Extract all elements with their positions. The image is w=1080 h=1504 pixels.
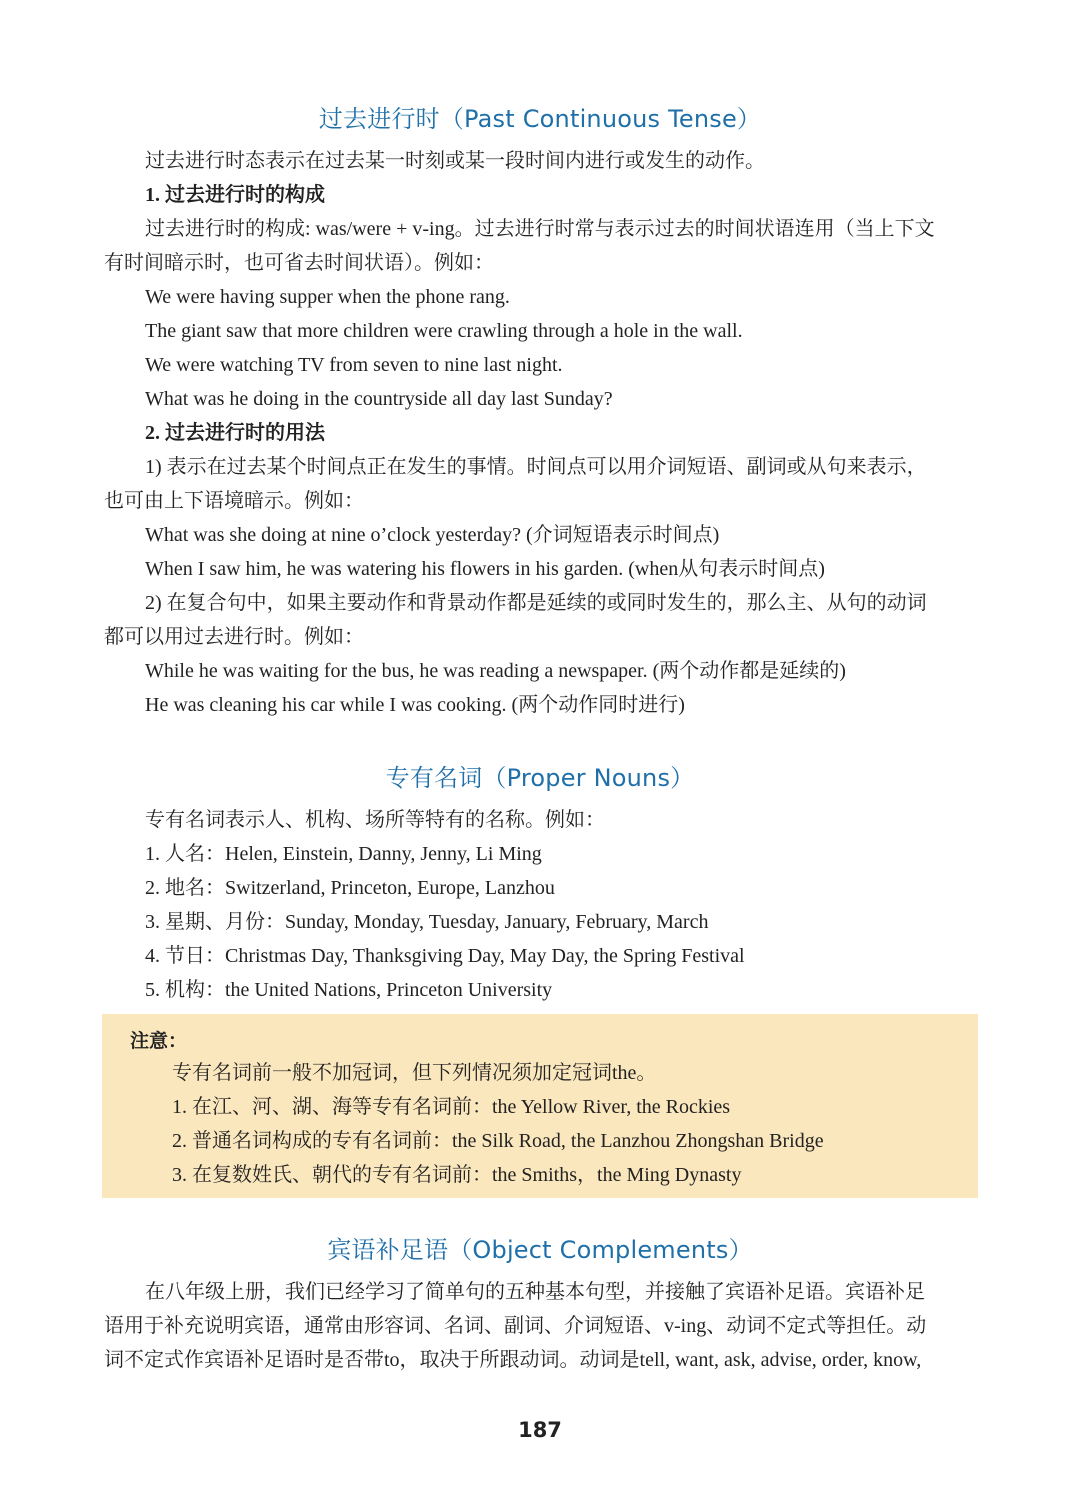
list-item: 2. 地名：Switzerland, Princeton, Europe, Lanzhou <box>145 877 555 899</box>
note-line: 专有名词前一般不加冠词，但下列情况须加定冠词the。 <box>172 1062 657 1084</box>
section-heading-proper-nouns: 专有名词（Proper Nouns） <box>385 764 695 792</box>
paragraph-line: 过去进行时态表示在过去某一时刻或某一段时间内进行或发生的动作。 <box>145 150 765 172</box>
subsection-title: 1. 过去进行时的构成 <box>145 184 325 206</box>
paragraph-line: 2) 在复合句中，如果主要动作和背景动作都是延续的或同时发生的，那么主、从句的动词 <box>145 592 927 614</box>
list-item: 4. 节日：Christmas Day, Thanksgiving Day, May Day, the Spring Festival <box>145 945 745 967</box>
example-sentence: What was she doing at nine o’clock yesterday? (介词短语表示时间点) <box>145 524 720 546</box>
example-sentence: He was cleaning his car while I was cooking. (两个动作同时进行) <box>145 694 685 716</box>
example-sentence: We were watching TV from seven to nine last night. <box>145 354 563 376</box>
paragraph-line: 都可以用过去进行时。例如： <box>104 626 364 648</box>
list-item: 5. 机构：the United Nations, Princeton University <box>145 979 553 1001</box>
section-heading-object-complements: 宾语补足语（Object Complements） <box>327 1236 753 1264</box>
note-item: 1. 在江、河、湖、海等专有名词前：the Yellow River, the Rockies <box>172 1096 731 1118</box>
list-item: 1. 人名：Helen, Einstein, Danny, Jenny, Li Ming <box>145 843 542 865</box>
example-sentence: When I saw him, he was watering his flowers in his garden. (when从句表示时间点) <box>145 558 825 580</box>
note-item: 2. 普通名词构成的专有名词前：the Silk Road, the Lanzhou Zhongshan Bridge <box>172 1130 824 1152</box>
paragraph-line: 1) 表示在过去某个时间点正在发生的事情。时间点可以用介词短语、副词或从句来表示， <box>145 456 927 478</box>
note-item: 3. 在复数姓氏、朝代的专有名词前：the Smiths，the Ming Dynasty <box>172 1164 742 1186</box>
example-sentence: We were having supper when the phone rang. <box>145 286 510 308</box>
example-sentence: What was he doing in the countryside all day last Sunday? <box>145 388 613 410</box>
paragraph-line: 过去进行时的构成: was/were + v-ing。过去进行时常与表示过去的时间状语连用（当上下文 <box>145 218 935 240</box>
paragraph-line: 在八年级上册，我们已经学习了简单句的五种基本句型，并接触了宾语补足语。宾语补足 <box>145 1281 925 1303</box>
example-sentence: The giant saw that more children were crawling through a hole in the wall. <box>145 320 743 342</box>
section-heading-past-continuous: 过去进行时（Past Continuous Tense） <box>318 105 762 133</box>
example-sentence: While he was waiting for the bus, he was reading a newspaper. (两个动作都是延续的) <box>145 660 846 682</box>
paragraph-line: 也可由上下语境暗示。例如： <box>104 490 364 512</box>
page-number: 187 <box>518 1418 562 1442</box>
paragraph-line: 词不定式作宾语补足语时是否带to，取决于所跟动词。动词是tell, want, ask, advise, order, know, <box>104 1349 922 1371</box>
note-title: 注意： <box>130 1030 188 1052</box>
paragraph-line: 语用于补充说明宾语，通常由形容词、名词、副词、介词短语、v-ing、动词不定式等担任。动 <box>104 1315 927 1337</box>
paragraph-line: 专有名词表示人、机构、场所等特有的名称。例如： <box>145 809 605 831</box>
paragraph-line: 有时间暗示时，也可省去时间状语）。例如： <box>104 252 494 274</box>
subsection-title: 2. 过去进行时的用法 <box>145 422 325 444</box>
list-item: 3. 星期、月份：Sunday, Monday, Tuesday, January, February, March <box>145 911 709 933</box>
